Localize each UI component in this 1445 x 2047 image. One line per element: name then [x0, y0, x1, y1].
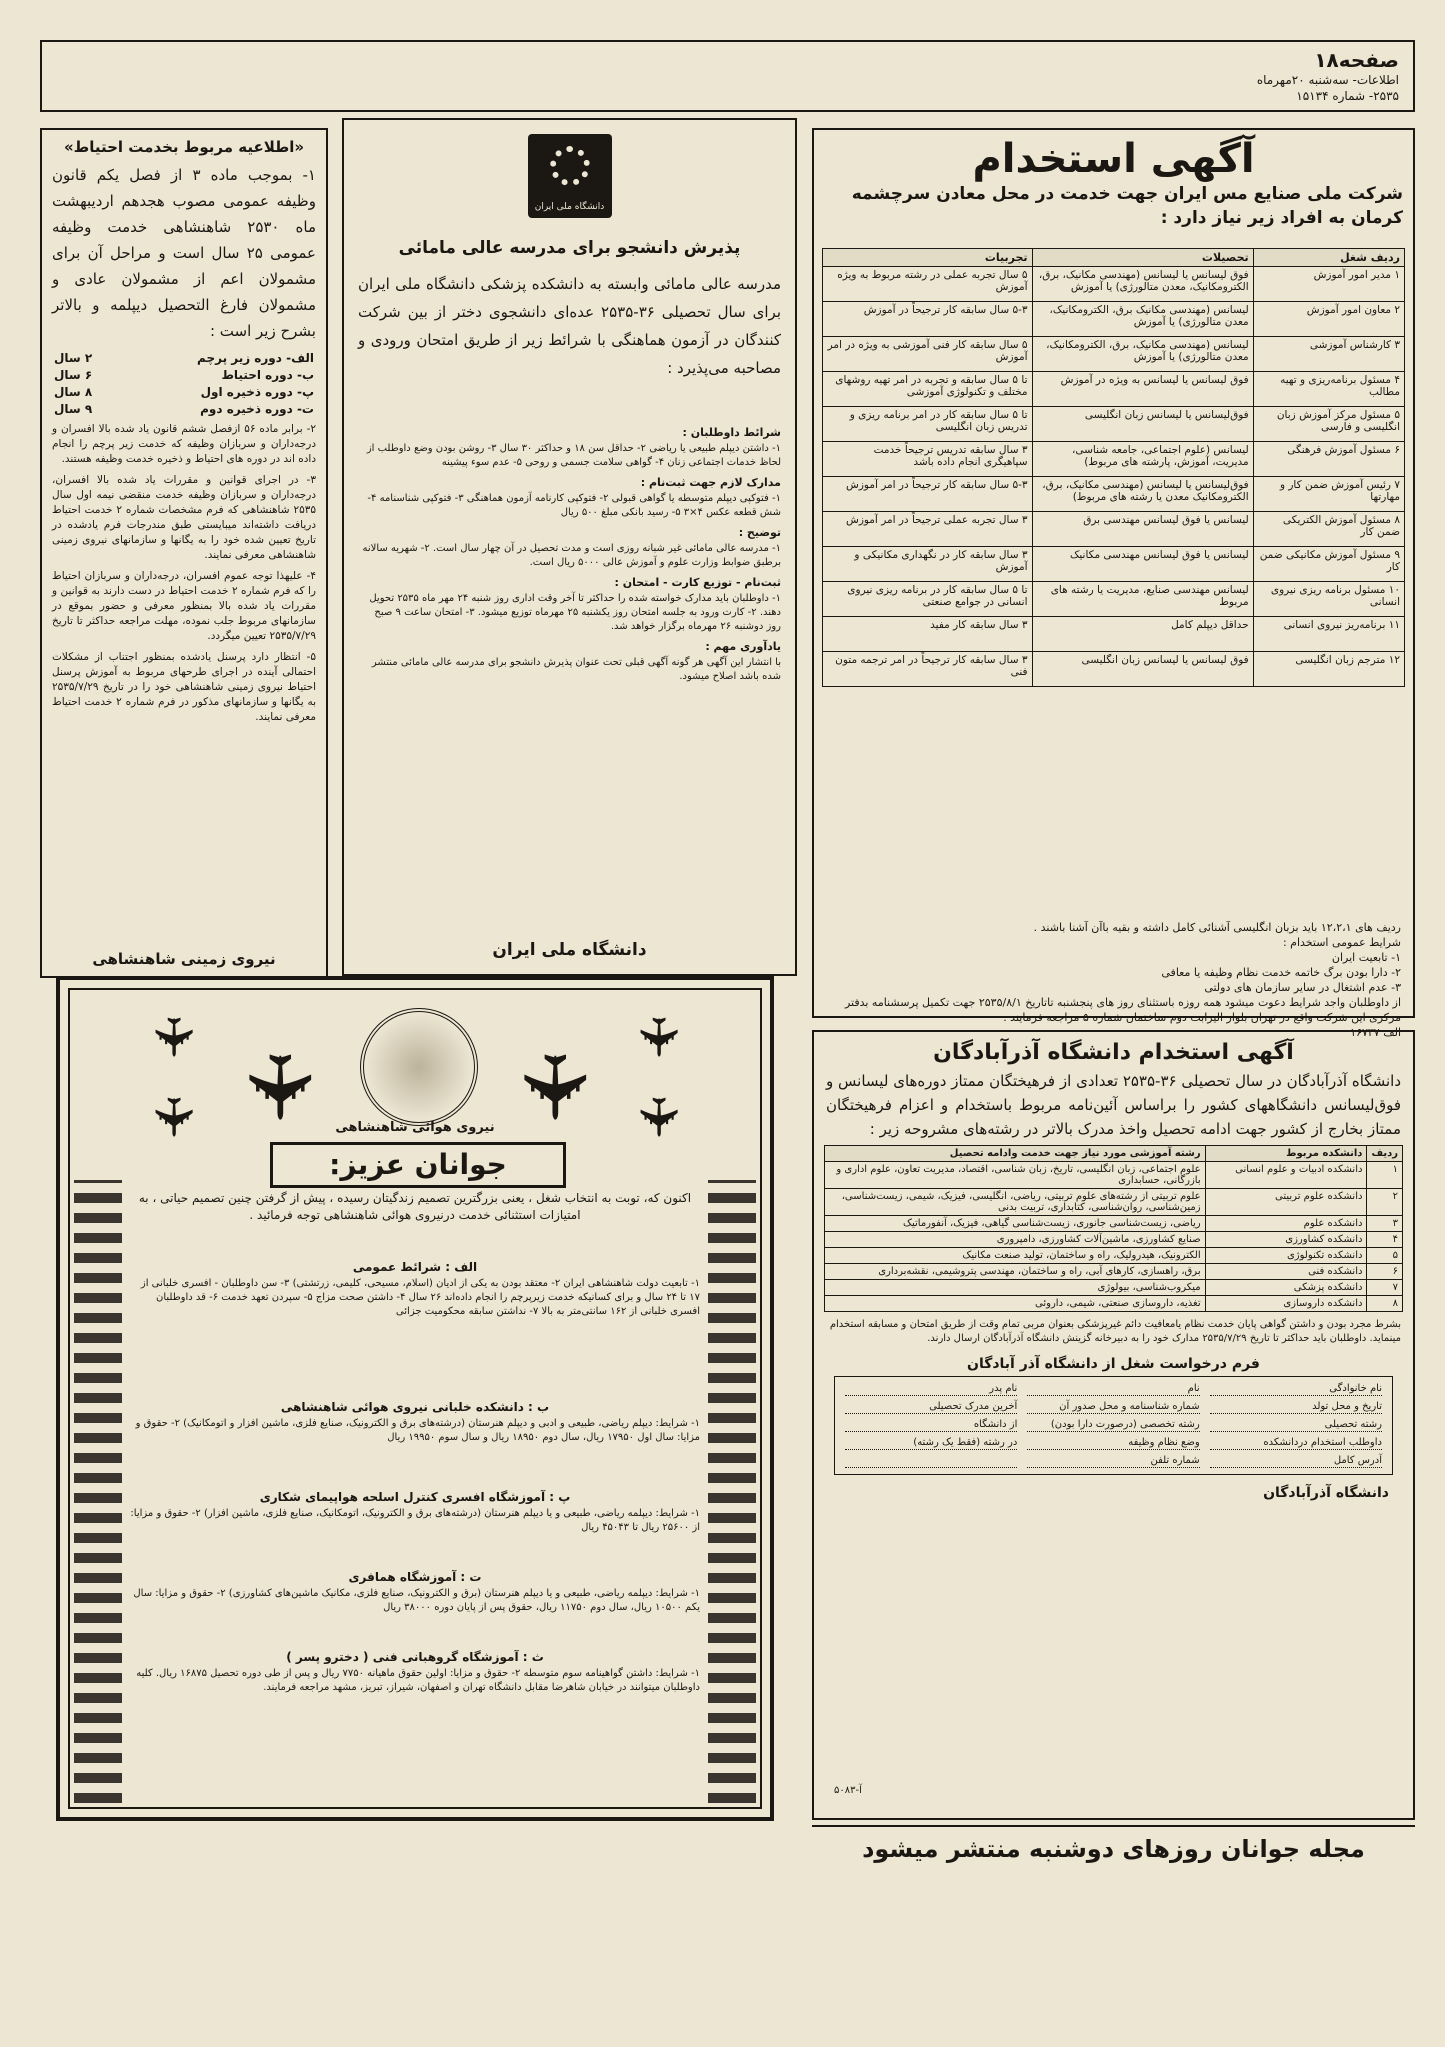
form-field-label: رشته تخصصی (درصورت دارا بودن) — [1027, 1419, 1199, 1432]
form-field-label: نام پدر — [845, 1383, 1017, 1396]
section-heading: مدارک لازم جهت ثبت‌نام : — [640, 476, 781, 489]
list-label: پ- دوره ذخیره اول — [200, 385, 314, 399]
table-row — [823, 547, 1405, 582]
section-heading: ت : آموزشگاه همافری — [348, 1570, 482, 1584]
table-cell: ۵ مسئول مرکز آموزش زبان انگلیسی و فارسی — [1253, 407, 1404, 442]
section-heading: یادآوری مهم : — [705, 640, 781, 653]
form-field-label: شماره تلفن — [1027, 1455, 1199, 1468]
list-value: ۹ سال — [54, 402, 93, 416]
section-heading: شرائط داوطلبان : — [682, 426, 781, 439]
list-item — [54, 367, 314, 384]
header-issue: ۲۵۳۵- شماره ۱۵۱۳۴ — [1296, 89, 1399, 103]
ad-airforce — [56, 976, 774, 1821]
table-row — [823, 617, 1405, 652]
ad-employment-subtitle: شرکت ملی صنایع مس ایران جهت خدمت در محل معادن سرچشمه کرمان به افراد زیر نیاز دارد : — [851, 184, 1403, 228]
list-label: ت- دوره ذخیره دوم — [200, 402, 314, 416]
list-value: ۲ سال — [54, 351, 93, 365]
table-cell: لیسانس یا فوق لیسانس مهندسی برق — [1032, 512, 1253, 547]
table-cell: دانشکده فنی — [1205, 1264, 1367, 1280]
header-info — [1257, 48, 1399, 104]
table-cell: تا ۵ سال سابقه کار در برنامه ریزی نیروی انسانی در جوامع صنعتی — [823, 582, 1033, 617]
ad-reserve-footer: نیروی زمینی شاهنشاهی — [92, 950, 276, 968]
paragraph: ۴- علیهذا توجه عموم افسران، درجه‌داران و سربازان احتیاط را که فرم شماره ۲ خدمت احتیاط در دست دارند به قوانین و مقررات یاد شده بالا بمنظور معرفی و حضور بموقع در سازمانهای مربوط جلب نموده، مهلت مراجعه حداکثر تا تاریخ ۲۵۳۵/۷/۲۹ تعیین میگردد. — [52, 570, 316, 642]
section-text: ۱- شرایط: دیپلمه ریاضی، طبیعی و یا دیپلم هنرستان (درشته‌های برق و الکترونیک، اتومکانیک، صنایع فلزی، ماشین افزار) ۲- حقوق و مزایا: از ۲۵۶۰۰ ریال تا ۴۵۰۴۳ ریال — [130, 1508, 700, 1533]
header-date: اطلاعات- سه‌شنبه ۲۰مهرماه — [1256, 73, 1399, 87]
ad-azar-form — [834, 1376, 1393, 1475]
table-cell: ۵ — [1367, 1248, 1403, 1264]
table-row — [823, 652, 1405, 687]
ad-reserve-title: «اطلاعیه مربوط بخدمت احتیاط» — [63, 138, 305, 156]
list-label: ب- دوره احتیاط — [221, 368, 314, 382]
ad-azar-table-wrap — [814, 1145, 1413, 1312]
form-field-label: رشته تحصیلی — [1210, 1419, 1382, 1432]
section-heading: ثبت‌نام - توزیع کارت - امتحان : — [614, 576, 781, 589]
table-row — [825, 1264, 1403, 1280]
table-row — [823, 477, 1405, 512]
table-cell: ۴ — [1367, 1232, 1403, 1248]
section-text: ۱- داوطلبان باید مدارک خواسته شده را حداکثر تا آخر وقت اداری روز شنبه ۲۴ مهر ماه ۲۵۳۵ تحویل دهند. ۲- کارت ورود به جلسه امتحان روز یکشنبه ۲۵ مهرماه توزیع میشود. ۳- امتحان ساعت ۹ صبح روز دوشنبه ۲۶ مهرماه برگزار خواهد شد. — [369, 593, 781, 632]
table-cell: برق، راهسازی، کارهای آبی، راه و ساختمان، مهندسی پتروشیمی، نقشه‌برداری — [825, 1264, 1206, 1280]
note-line: از داوطلبان واجد شرایط دعوت میشود همه روزه باستثنای روز های پنجشنبه تاتاریخ ۲۵۳۵/۸/۱ جهت تکمیل پرسشنامه بدفتر مرکزی این شرکت واقع در تهران بلوار الیزابت دوم ساختمان شماره ۵ مراجعه فرمایند . — [844, 996, 1401, 1024]
table-cell: دانشکده کشاورزی — [1205, 1232, 1367, 1248]
ad-midwifery — [342, 118, 797, 976]
table-cell: ۳ سال سابقه کار مفید — [823, 617, 1033, 652]
table-cell: ۸ — [1367, 1296, 1403, 1312]
table-cell: ۱۱ برنامه‌ریز نیروی انسانی — [1253, 617, 1404, 652]
column-header: تجربیات — [823, 249, 1033, 267]
ad-azar-title: آگهی استخدام دانشگاه آذرآبادگان — [933, 1040, 1294, 1065]
form-field-label: داوطلب استخدام دردانشکده — [1210, 1437, 1382, 1450]
page-header — [40, 40, 1415, 112]
table-cell: ۳ — [1367, 1216, 1403, 1232]
table-row — [825, 1248, 1403, 1264]
table-cell: ۷ — [1367, 1280, 1403, 1296]
column-header: رشته آموزشی مورد نیاز جهت خدمت وادامه تحصیل — [825, 1146, 1206, 1162]
jet-plane-icon: ✈ — [225, 1049, 331, 1125]
table-cell: دانشکده علوم — [1205, 1216, 1367, 1232]
table-row — [823, 512, 1405, 547]
ad-reserve-paragraphs — [42, 418, 326, 735]
decorative-border — [74, 1180, 122, 1803]
ad-midwifery-footer: دانشگاه ملی ایران — [492, 940, 647, 960]
flower-emblem-icon — [550, 146, 590, 186]
table-cell: تغذیه، داروسازی صنعتی، شیمی، داروئی — [825, 1296, 1206, 1312]
table-cell: ۳ سال سابقه کار در نگهداری مکانیکی و آموزش — [823, 547, 1033, 582]
jet-plane-icon: ✈ — [626, 1094, 690, 1140]
table-cell: ۹ مسئول آموزش مکانیکی ضمن کار — [1253, 547, 1404, 582]
column-header: تحصیلات — [1032, 249, 1253, 267]
table-cell: ۱ — [1367, 1162, 1403, 1189]
table-cell: لیسانس یا فوق لیسانس مهندسی مکانیک — [1032, 547, 1253, 582]
section-text: ۱- مدرسه عالی مامائی غیر شبانه روزی است و مدت تحصیل در آن چهار سال است. ۲- شهریه سالانه برطبق ضوابط وزارت علوم و آموزش عالی ۵۰۰۰ ریال است. — [362, 543, 781, 568]
section-text: ۱- شرایط: دیپلم ریاضی، طبیعی و ادبی و دیپلم هنرستان (درشته‌های برق و الکترونیک، صنایع فلزی، ماشین افزار و اتومکانیک) ۲- حقوق و مزایا: سال اول ۱۷۹۵۰ ریال، سال دوم ۱۸۹۵۰ ریال و سال سوم ۱۹۹۵۰ ریال — [135, 1418, 700, 1443]
section-heading: ث : آموزشگاه گروهبانی فنی ( دخترو پسر ) — [286, 1650, 544, 1664]
ad-midwifery-body: مدرسه عالی مامائی وابسته به دانشکده پزشکی دانشگاه ملی ایران برای سال تحصیلی ۳۶-۲۵۳۵ عده‌ای دانشجوی دختر از بین شرکت کنندگان در آزمون هماهنگی با شرائط زیر از طریق امتحان ورودی و مصاحبه می‌پذیرد : — [358, 275, 781, 377]
airforce-section — [130, 1650, 700, 1695]
table-cell: ۵-۳ سال سابقه کار ترجیحاً در امر آموزش — [823, 477, 1033, 512]
ad-reserve-list — [42, 350, 326, 418]
ad-azar-code: آ-۵۰۸۳ — [834, 1785, 862, 1796]
form-field-label: نام — [1027, 1383, 1199, 1396]
table-cell: ۳ سال سابقه کار ترجیحاً در امر ترجمه متون فنی — [823, 652, 1033, 687]
table-cell: ۶ مسئول آموزش فرهنگی — [1253, 442, 1404, 477]
table-cell: فوق لیسانس یا لیسانس به ویژه در آموزش — [1032, 372, 1253, 407]
table-cell: دانشکده علوم تربیتی — [1205, 1189, 1367, 1216]
table-cell: ۲ — [1367, 1189, 1403, 1216]
ad-midwifery-title: پذیرش دانشجو برای مدرسه عالی مامائی — [398, 238, 741, 258]
section-heading: الف : شرائط عمومی — [352, 1260, 478, 1274]
list-item — [54, 350, 314, 367]
table-row — [823, 267, 1405, 302]
table-row — [823, 582, 1405, 617]
table-cell: ۸ مسئول آموزش الکتریکی ضمن کار — [1253, 512, 1404, 547]
table-cell: فوق لیسانس یا لیسانس زبان انگلیسی — [1032, 652, 1253, 687]
list-value: ۶ سال — [54, 368, 93, 382]
table-cell: ۲ معاون امور آموزش — [1253, 302, 1404, 337]
ad-employment-rows — [823, 267, 1405, 687]
note-line: شرایط عمومی استخدام : — [1282, 936, 1401, 949]
table-cell: الکترونیک، هیدرولیک، راه و ساختمان، تولید صنعت مکانیک — [825, 1248, 1206, 1264]
jet-plane-icon: ✈ — [500, 1049, 606, 1125]
table-row — [825, 1280, 1403, 1296]
table-cell: لیسانس (علوم اجتماعی، جامعه شناسی، مدیریت، آموزش، پارشته های مربوط) — [1032, 442, 1253, 477]
table-cell: ۴ مسئول برنامه‌ریزی و تهیه مطالب — [1253, 372, 1404, 407]
ad-employment-table — [822, 248, 1405, 687]
table-row — [825, 1232, 1403, 1248]
table-cell: ۱ مدیر امور آموزش — [1253, 267, 1404, 302]
ad-airforce-brand: نیروی هوائی شاهنشاهی — [335, 1120, 495, 1135]
ad-azar-notes: بشرط مجرد بودن و داشتن گواهی پایان خدمت نظام یامعافیت دائم غیرپزشکی بعنوان مربی تمام وقت از طریق امتحان و مسابقه استخدام مینماید. داوطلبان باید حداکثر تا تاریخ ۲۵۳۵/۷/۲۹ مدارک خود را به دبیرخانه گزینش دانشگاه آذرآبادگان ارسال دارند. — [829, 1319, 1401, 1344]
section-text: ۱- شرایط: دیپلمه ریاضی، طبیعی و یا دیپلم هنرستان (برق و الکترونیک، صنایع فلزی، مکانیک ماشین‌های کشاورزی) ۲- حقوق و مزایا: سال یکم ۱۰۵۰۰ ریال، سال دوم ۱۱۷۵۰ ریال، حقوق پس از پایان دوره ۳۸۰۰۰ ریال — [133, 1588, 700, 1613]
ad-azar-rows — [825, 1162, 1403, 1312]
note-line: ردیف های ۱۲،۲،۱ باید بزبان انگلیسی آشنائی کامل داشته و بقیه باآن آشنا باشند . — [1033, 921, 1401, 934]
ad-employment-table-wrap — [822, 248, 1405, 687]
table-cell: ۱۲ مترجم زبان انگلیسی — [1253, 652, 1404, 687]
table-cell: فوق‌لیسانس یا لیسانس (مهندسی مکانیک، برق، الکترومکانیک معدن یا رشته های مربوط) — [1032, 477, 1253, 512]
ad-employment-notes — [826, 920, 1401, 1040]
jet-plane-icon: ✈ — [141, 1094, 205, 1140]
table-cell: ۵ سال تجربه عملی در رشته مربوط به ویژه آموزش — [823, 267, 1033, 302]
paragraph: ۲- برابر ماده ۵۶ ازفصل ششم قانون یاد شده بالا افسران و درجه‌داران و سربازان وظیفه که خدمت زیر پرچم را انجام داده اند در دوره های احتیاط و ذخیره خدمت وظیفه هستند. — [52, 423, 316, 465]
section-text: ۱- شرایط: داشتن گواهینامه سوم متوسطه ۲- حقوق و مزایا: اولین حقوق ماهیانه ۷۷۵۰ ریال و پس از طی دوره تحصیل ۱۶۸۷۵ ریال. کلیه داوطلبان میتوانند در خیابان شاهرضا مقابل دانشگاه تهران و اصفهان، شیراز، تبریز، مشهد مراجعه فرمایند. — [136, 1668, 700, 1693]
list-item — [54, 401, 314, 418]
table-header-row — [825, 1146, 1403, 1162]
section-heading: پ : آموزشگاه افسری کنترل اسلحه هواپیمای شکاری — [259, 1490, 571, 1504]
form-field-label: آدرس کامل — [1210, 1455, 1382, 1468]
bottom-banner: مجله جوانان روزهای دوشنبه منتشر میشود — [812, 1825, 1415, 1871]
page-number: صفحه۱۸ — [1314, 48, 1399, 72]
table-row — [823, 372, 1405, 407]
form-field-label: از دانشگاه — [845, 1419, 1017, 1432]
ad-employment-title: آگهی استخدام — [972, 136, 1255, 182]
ad-azar-signature: دانشگاه آذرآبادگان — [1263, 1485, 1389, 1501]
table-row — [823, 442, 1405, 477]
paragraph: ۵- انتظار دارد پرسنل یادشده بمنظور اجتناب از مشکلات احتمالی آینده در اجرای طرحهای مربوط به آموزش پرسنل احتیاط نیروی زمینی شاهنشاهی خود را در تاریخ ۲۵۳۵/۷/۲۹ به یگانها و سازمانهای مذکور در فرم شماره ۲ خدمت احتیاط معرفی نمایند. — [52, 651, 316, 723]
table-cell: میکروب‌شناسی، بیولوژی — [825, 1280, 1206, 1296]
column-header: دانشکده مربوط — [1205, 1146, 1367, 1162]
table-cell: ۳ سال تجربه عملی ترجیحاً در امر آموزش — [823, 512, 1033, 547]
table-cell: ۱۰ مسئول برنامه ریزی نیروی انسانی — [1253, 582, 1404, 617]
note-line: الف ۱۶۷۳۷ — [1350, 1026, 1401, 1039]
section-text: با انتشار این آگهی هر گونه آگهی قبلی تحت عنوان پذیرش دانشجو برای مدرسه عالی مامائی منتشر شده باشد اصلاح میشود. — [371, 657, 781, 682]
table-cell: تا ۵ سال سابقه و تجربه در امر تهیه روشهای مختلف و تکنولوژی آموزشی — [823, 372, 1033, 407]
section-text: ۱- داشتن دیپلم طبیعی یا ریاضی ۲- حداقل سن ۱۸ و حداکثر ۳۰ سال ۳- روشن بودن وضع داوطلب از لحاظ خدمات اجتماعی زنان ۴- گواهی سلامت جسمی و روحی ۵- عدم سوء پیشینه — [366, 443, 781, 468]
note-line: ۳- عدم اشتغال در سایر سازمان های دولتی — [1204, 981, 1401, 994]
ad-employment-copper — [812, 128, 1415, 1039]
note-line: ۱- تابعیت ایران — [1331, 951, 1401, 964]
paragraph: ۳- در اجرای قوانین و مقررات یاد شده بالا افسران، درجه‌داران و سربازان وظیفه خدمت منقضی نیمه اول سال ۲۵۳۵ شاهنشاهی که فرم مشخصات شماره ۲ خدمت احتیاط دریافت داشته‌اند میبایستی طبق مندرجات فرم یادشده در تاریخ تعیین شده خود را به یگانها و سازمانهای نیروی زمینی شاهنشاهی معرفی نمایند. — [52, 474, 316, 561]
table-row — [823, 407, 1405, 442]
table-cell: علوم اجتماعی، زبان انگلیسی، تاریخ، زبان شناسی، اقتصاد، مدیریت تعاون، علوم اداری و بازرگانی، حسابداری — [825, 1162, 1206, 1189]
ad-midwifery-sections — [358, 420, 781, 684]
ad-azarabadegan — [812, 1030, 1415, 1820]
section-text: ۱- تابعیت دولت شاهنشاهی ایران ۲- معتقد بودن به یکی از ادیان (اسلام، مسیحی، کلیمی، زرتشتی) ۳- سن داوطلبان - افسری خلبانی از ۱۷ تا ۲۴ سال و برای کسانیکه خدمت زیرپرچم را انجام داده‌اند ۲۶ سال ۴- داشتن صحت مزاج ۵- سپردن تعهد خدمت ۶- قد داوطلبان افسری خلبانی از ۱۶۲ سانتی‌متر به بالا ۷- نداشتن سابقه محکومیت جزائی — [140, 1278, 700, 1317]
table-row — [825, 1162, 1403, 1189]
list-item — [54, 384, 314, 401]
table-header-row — [823, 249, 1405, 267]
table-row — [823, 337, 1405, 372]
form-field-label: نام خانوادگی — [1210, 1383, 1382, 1396]
form-field-label: آخرین مدرک تحصیلی — [845, 1401, 1017, 1414]
list-label: الف- دوره زیر پرچم — [197, 351, 314, 365]
ad-airforce-banner: جوانان عزیز: — [270, 1142, 566, 1188]
table-cell: صنایع کشاورزی، ماشین‌آلات کشاورزی، دامپروری — [825, 1232, 1206, 1248]
table-cell: ۳ سال سابقه تدریس ترجیحاً خدمت سپاهیگری انجام داده باشد — [823, 442, 1033, 477]
decorative-border — [708, 1180, 756, 1803]
list-value: ۸ سال — [54, 385, 93, 399]
table-row — [823, 302, 1405, 337]
logo-caption: دانشگاه ملی ایران — [534, 202, 605, 212]
table-cell: لیسانس مهندسی صنایع، مدیریت یا رشته های مربوط — [1032, 582, 1253, 617]
table-cell: دانشکده پزشکی — [1205, 1280, 1367, 1296]
table-cell: لیسانس (مهندسی مکانیک برق، الکترومکانیک، معدن متالورژی) یا آموزش — [1032, 302, 1253, 337]
table-cell: حداقل دیپلم کامل — [1032, 617, 1253, 652]
table-cell: فوق‌لیسانس یا لیسانس زبان انگلیسی — [1032, 407, 1253, 442]
table-cell: ۵-۳ سال سابقه کار ترجیحاً در آموزش — [823, 302, 1033, 337]
ad-airforce-intro: اکنون که، توبت به انتخاب شغل ، یعنی بزرگترین تصمیم زندگیتان رسیده ، پیش از گرفتن چنین تصمیم حیاتی ، به امتیازات استثنائی خدمت درنیروی هوائی شاهنشاهی توجه فرمائید . — [138, 1191, 692, 1222]
ad-azar-table — [824, 1145, 1403, 1312]
table-row — [825, 1296, 1403, 1312]
airforce-section — [130, 1570, 700, 1615]
table-cell: لیسانس (مهندسی مکانیک، برق، الکترومکانیک، معدن متالورژی) یا آموزش — [1032, 337, 1253, 372]
form-field-label — [845, 1455, 1017, 1468]
airforce-emblem-icon — [360, 1008, 478, 1126]
note-line: ۲- دارا بودن برگ خاتمه خدمت نظام وظیفه یا معافی — [1161, 966, 1401, 979]
table-cell: دانشکده ادبیات و علوم انسانی — [1205, 1162, 1367, 1189]
ad-reserve-body: ۱- بموجب ماده ۳ از فصل یکم قانون وظیفه عمومی مصوب هجدهم اردیبهشت ماه ۲۵۳۰ شاهنشاهی خدمت وظیفه عمومی ۲۵ سال است و مراحل آن برای مشمولان اعم از مشمولان عادی و مشمولان فارغ التحصیل دیپلمه و بالاتر بشرح زیر است : — [52, 166, 316, 340]
form-field-label: شماره شناسنامه و محل صدور آن — [1027, 1401, 1199, 1414]
jet-plane-icon: ✈ — [626, 1014, 690, 1060]
airforce-section — [130, 1400, 700, 1445]
form-field-label: تاریخ و محل تولد — [1210, 1401, 1382, 1414]
university-logo — [528, 134, 612, 218]
table-cell: دانشکده داروسازی — [1205, 1296, 1367, 1312]
table-row — [825, 1189, 1403, 1216]
section-heading: توضیح : — [738, 526, 781, 539]
table-cell: ۶ — [1367, 1264, 1403, 1280]
table-cell: دانشکده تکنولوژی — [1205, 1248, 1367, 1264]
ad-reserve-notice — [40, 128, 328, 978]
jet-plane-icon: ✈ — [141, 1014, 205, 1060]
airforce-section — [130, 1260, 700, 1319]
ad-azar-form-title: فرم درخواست شغل از دانشگاه آذر آبادگان — [967, 1356, 1260, 1372]
table-cell: ۵ سال سابقه کار فنی آموزشی به ویژه در امر آموزش — [823, 337, 1033, 372]
form-field-label: وضع نظام وظیفه — [1027, 1437, 1199, 1450]
form-field-label: در رشته (فقط یک رشته) — [845, 1437, 1017, 1450]
table-cell: فوق لیسانس یا لیسانس (مهندسی مکانیک، برق، الکترومکانیک، معدن متالورژی) یا آموزش — [1032, 267, 1253, 302]
table-cell: ریاضی، زیست‌شناسی جانوری، زیست‌شناسی گیاهی، فیزیک، آنفورماتیک — [825, 1216, 1206, 1232]
table-cell: علوم تربیتی از رشته‌های علوم تربیتی، ریاضی، انگلیسی، فیزیک، شیمی، زیست‌شناسی، زمین‌شناسی، روان‌شناسی، کتابداری، تربیت بدنی — [825, 1189, 1206, 1216]
airforce-section — [130, 1490, 700, 1535]
column-header: ردیف شغل — [1253, 249, 1404, 267]
table-row — [825, 1216, 1403, 1232]
ad-azar-body: دانشگاه آذرآبادگان در سال تحصیلی ۳۶-۲۵۳۵ تعدادی از فرهیختگان ممتاز دوره‌های لیسانس و فوق‌لیسانس دانشگاههای کشور را براساس آئین‌نامه مربوط باستخدام و اعزام فرهیختگان ممتاز بخارج از کشور جهت ادامه تحصیل واخذ مدرک بالاتر در رشته‌های مشروحه زیر : — [826, 1072, 1401, 1138]
table-cell: ۳ کارشناس آموزشی — [1253, 337, 1404, 372]
section-heading: ب : دانشکده خلبانی نیروی هوائی شاهنشاهی — [280, 1400, 550, 1414]
table-cell: ۷ رئیس آموزش ضمن کار و مهارتها — [1253, 477, 1404, 512]
section-text: ۱- فتوکپی دیپلم متوسطه یا گواهی قبولی ۲- فتوکپی کارنامه آزمون هماهنگی ۳- فتوکپی شناسنامه ۴- شش قطعه عکس ۴×۳ ۵- رسید بانکی مبلغ ۵۰۰ ریال — [367, 493, 781, 518]
table-cell: تا ۵ سال سابقه کار در امر برنامه ریزی و تدریس زبان انگلیسی — [823, 407, 1033, 442]
column-header: ردیف — [1367, 1146, 1403, 1162]
